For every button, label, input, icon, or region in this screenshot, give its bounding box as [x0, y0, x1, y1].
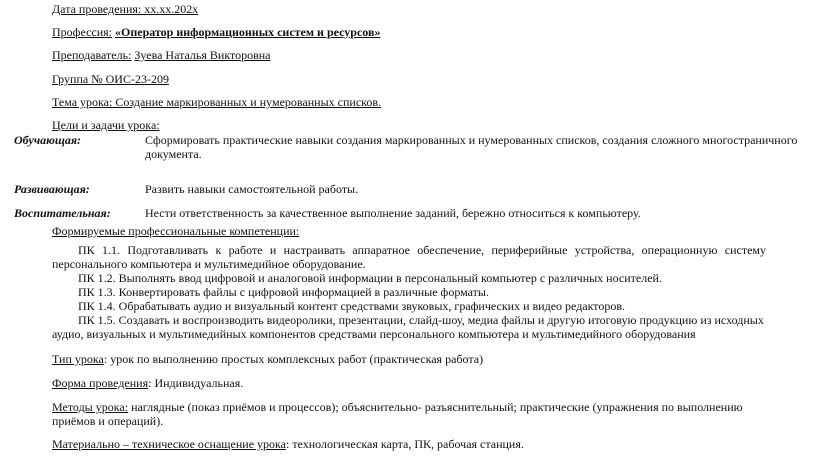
competencies-heading: Формируемые профессиональные компетенции:	[52, 224, 300, 238]
pk-1-1: ПК 1.1. Подготавливать к работе и настраивать аппаратное обеспечение, периферийные устройства, операционную систему	[78, 243, 766, 257]
lesson-type-value: : урок по выполнению простых комплексных работ (практическая работа)	[103, 352, 484, 366]
lesson-equipment-value: : технологическая карта, ПК, рабочая станция.	[286, 437, 524, 451]
goal-text-developing: Развить навыки самостоятельной работы.	[145, 182, 359, 196]
teacher-label: Преподаватель:	[52, 48, 132, 62]
pk-1-3: ПК 1.3. Конвертировать файлы с цифровой информацией в различные форматы.	[78, 285, 489, 299]
date-line: Дата проведения: хх.хх.202х	[52, 2, 199, 16]
profession-label: Профессия:	[52, 25, 112, 39]
lesson-type-line	[52, 352, 483, 366]
lesson-methods-value: наглядные (показ приёмов и процессов); объяснительно- разъяснительный; практические (упражнения по выполнению	[128, 400, 743, 414]
lesson-methods-line	[52, 400, 743, 414]
pk-1-2: ПК 1.2. Выполнять ввод цифровой и аналоговой информации в персональный компьютер с различных носителей.	[78, 271, 662, 285]
lesson-equipment-label: Материально – техническое оснащение урока	[52, 437, 287, 451]
lesson-equipment-line	[52, 437, 524, 451]
lesson-form-label: Форма проведения	[52, 376, 149, 390]
goal-label-educational: Воспитательная:	[14, 206, 111, 220]
pk-1-5: ПК 1.5. Создавать и воспроизводить видеоролики, презентации, слайд-шоу, медиа файлы и другую итоговую продукцию из исходных	[78, 313, 764, 327]
pk-1-4: ПК 1.4. Обрабатывать аудио и визуальный контент средствами звуковых, графических и видео редакторов.	[78, 299, 626, 313]
goal-label-teaching: Обучающая:	[14, 133, 82, 147]
goal-text-teaching-cont: документа.	[145, 147, 202, 161]
lesson-type-label: Тип урока	[52, 352, 104, 366]
profession-value: «Оператор информационных систем и ресурсов»	[115, 25, 381, 39]
goals-heading: Цели и задачи урока:	[52, 118, 160, 132]
goal-label-developing: Развивающая:	[14, 182, 90, 196]
teacher-line	[52, 48, 271, 62]
lesson-methods-cont: приёмов и операций).	[52, 414, 164, 428]
lesson-methods-label: Методы урока:	[52, 400, 129, 414]
teacher-value: Зуева Наталья Викторовна	[134, 48, 271, 62]
goal-text-teaching: Сформировать практические навыки создания маркированных и нумерованных списков, создания сложного многостраничного	[145, 133, 798, 147]
pk-1-1-cont: персонального компьютера и мультимедийное оборудование.	[52, 257, 366, 271]
lesson-form-line	[52, 376, 243, 390]
profession-line	[52, 25, 380, 39]
lesson-form-value: : Индивидуальная.	[148, 376, 244, 390]
group-line: Группа № ОИС-23-209	[52, 72, 169, 86]
goal-text-educational: Нести ответственность за качественное выполнение заданий, бережно относиться к компьютеру.	[145, 206, 641, 220]
topic-line: Тема урока: Создание маркированных и нумерованных списков.	[52, 95, 382, 109]
pk-1-5-cont: аудио, визуальных и мультимедийных компонентов средствами персонального компьютера и мультимедийного оборудования	[52, 327, 696, 341]
